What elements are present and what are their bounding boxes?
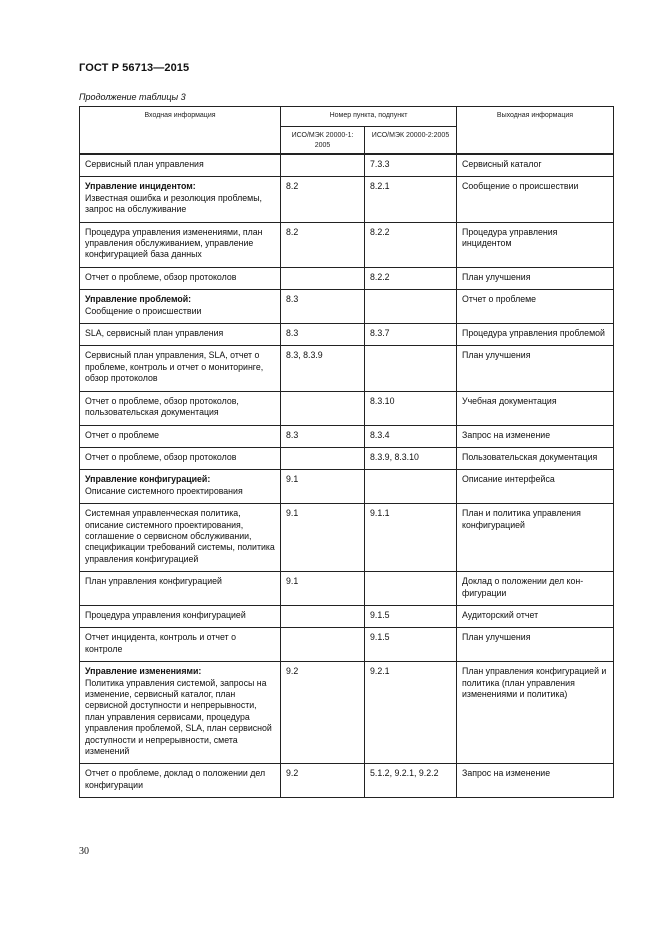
- cell-output: План улучшения: [457, 628, 614, 662]
- cell-output: План и политика управления конфигурацией: [457, 504, 614, 572]
- cell-input-text: Отчет о проблеме, доклад о положении дел конфигурации: [85, 768, 266, 790]
- table-row: [80, 628, 614, 662]
- cell-input: [80, 764, 281, 798]
- cell-input-text: Известная ошибка и резолюция проблемы, запрос на обслуживание: [85, 192, 262, 215]
- cell-output: Отчет о проблеме: [457, 290, 614, 324]
- table-row: [80, 572, 614, 606]
- cell-clause-1: [281, 267, 365, 289]
- cell-input-text: Отчет о проблеме, обзор протоколов: [85, 271, 237, 282]
- table-row: [80, 447, 614, 469]
- cell-input-text: Сообщение о происшествии: [85, 305, 202, 316]
- cell-output: План улучшения: [457, 267, 614, 289]
- table-row: [80, 290, 614, 324]
- cell-input: [80, 504, 281, 572]
- cell-input-text: Описание системного проектирования: [85, 485, 243, 496]
- cell-input: [80, 154, 281, 177]
- table-row: [80, 764, 614, 798]
- cell-input-section-title: Управление проблемой:: [85, 294, 192, 305]
- cell-output: Запрос на изменение: [457, 425, 614, 447]
- cell-input-text: Процедура управления конфигурацией: [85, 609, 246, 620]
- cell-input: [80, 177, 281, 222]
- table-row: [80, 346, 614, 391]
- cell-clause-2: [365, 572, 457, 606]
- cell-clause-1: 8.2: [281, 177, 365, 222]
- cell-output: Описание интерфейса: [457, 470, 614, 504]
- table-row: [80, 470, 614, 504]
- cell-clause-1: [281, 605, 365, 627]
- header-clause-2: ИСО/МЭК 20000-2:2005: [365, 127, 457, 155]
- cell-clause-2: 8.3.4: [365, 425, 457, 447]
- cell-clause-1: 8.3: [281, 425, 365, 447]
- cell-input-text: SLA, сервисный план управления: [85, 328, 224, 339]
- cell-input: [80, 628, 281, 662]
- table-row: [80, 222, 614, 267]
- cell-clause-2: 8.3.9, 8.3.10: [365, 447, 457, 469]
- cell-output: Доклад о положении дел конфигурации: [457, 572, 614, 606]
- cell-clause-1: 8.3: [281, 324, 365, 346]
- cell-clause-1: 8.2: [281, 222, 365, 267]
- cell-clause-2: 8.3.10: [365, 391, 457, 425]
- cell-output: План улучшения: [457, 346, 614, 391]
- table-row: [80, 324, 614, 346]
- table-row: [80, 662, 614, 764]
- cell-clause-2: 9.1.5: [365, 628, 457, 662]
- table-row: [80, 504, 614, 572]
- cell-clause-1: 9.1: [281, 470, 365, 504]
- header-clause-1: ИСО/МЭК 20000-1: 2005: [281, 127, 365, 155]
- cell-input-text: Сервисный план управления: [85, 159, 204, 169]
- document-standard-title: ГОСТ Р 56713—2015: [79, 62, 190, 74]
- cell-input: [80, 425, 281, 447]
- cell-input: [80, 391, 281, 425]
- cell-output: Сервисный каталог: [457, 154, 614, 177]
- table-caption: Продолжение таблицы 3: [79, 92, 186, 102]
- cell-input-text: Отчет о проблеме: [85, 429, 160, 440]
- cell-clause-2: [365, 290, 457, 324]
- cell-input-text: План управления конфигурацией: [85, 576, 222, 587]
- cell-output: Пользовательская документация: [457, 447, 614, 469]
- cell-clause-2: 8.2.2: [365, 222, 457, 267]
- cell-input: [80, 346, 281, 391]
- cell-input-text: Политика управления системой, запросы на изменение, сервисный каталог, план сервисной доступности и непрерывности, план управления сервисами, процедура управления проблемой, SLA, план сервисной доступности и непрерывности, смета изменений: [85, 677, 272, 757]
- table-row: [80, 391, 614, 425]
- cell-clause-1: [281, 628, 365, 662]
- cell-input-text: Системная управленческая политика, описание системного проектирования, соглашение о сервисном обслуживании, спецификации требований системы, политика управления конфигурацией: [85, 508, 275, 564]
- cell-clause-1: 9.2: [281, 764, 365, 798]
- cell-clause-2: 7.3.3: [365, 154, 457, 177]
- cell-clause-1: 9.1: [281, 572, 365, 606]
- table-row: [80, 425, 614, 447]
- cell-clause-2: 9.1.5: [365, 605, 457, 627]
- cell-input-text: Отчет о проблеме, обзор протоколов, пользовательская документация: [85, 395, 239, 418]
- cell-clause-1: [281, 391, 365, 425]
- cell-input-text: Отчет инцидента, контроль и отчет о контроле: [85, 632, 236, 654]
- cell-clause-2: 8.2.2: [365, 267, 457, 289]
- page-number: 30: [79, 846, 89, 857]
- cell-output: Процедура управления инцидентом: [457, 222, 614, 267]
- cell-clause-2: 9.1.1: [365, 504, 457, 572]
- cell-input: [80, 447, 281, 469]
- cell-input: [80, 572, 281, 606]
- gost-table: [79, 106, 614, 798]
- cell-input: [80, 222, 281, 267]
- cell-clause-2: [365, 346, 457, 391]
- cell-input: [80, 662, 281, 764]
- header-input: Входная информация: [80, 107, 281, 155]
- cell-input-text: Сервисный план управления, SLA, отчет о проблеме, контроль и отчет о мониторинге, обзор протоколов: [85, 350, 264, 384]
- cell-input: [80, 605, 281, 627]
- cell-clause-1: 8.3, 8.3.9: [281, 346, 365, 391]
- cell-input-text: Отчет о проблеме, обзор протоколов: [85, 451, 237, 462]
- cell-output: Учебная документация: [457, 391, 614, 425]
- cell-input-text: Процедура управления изменениями, план управления обслуживанием, управление конфигурацией база данных: [85, 226, 263, 260]
- cell-input: [80, 324, 281, 346]
- cell-output: Запрос на изменение: [457, 764, 614, 798]
- cell-clause-1: 9.1: [281, 504, 365, 572]
- cell-clause-2: 5.1.2, 9.2.1, 9.2.2: [365, 764, 457, 798]
- cell-input: [80, 470, 281, 504]
- cell-input: [80, 290, 281, 324]
- table-body: [80, 154, 614, 798]
- cell-clause-2: 9.2.1: [365, 662, 457, 764]
- header-clause-group: Номер пункта, подпункт: [281, 107, 457, 127]
- cell-clause-2: 8.3.7: [365, 324, 457, 346]
- cell-output: Сообщение о происшествии: [457, 177, 614, 222]
- table-row: [80, 267, 614, 289]
- cell-input-section-title: Управление изменениями:: [85, 666, 202, 677]
- cell-clause-1: [281, 154, 365, 177]
- table-row: [80, 605, 614, 627]
- cell-output: План управления конфигурацией и политика (план управления изменениями и политика): [457, 662, 614, 764]
- cell-input-section-title: Управление конфигурацией:: [85, 474, 211, 485]
- table-row: [80, 177, 614, 222]
- cell-input: [80, 267, 281, 289]
- cell-clause-1: 9.2: [281, 662, 365, 764]
- cell-clause-2: [365, 470, 457, 504]
- cell-output: Процедура управления проблемой: [457, 324, 614, 346]
- cell-output: Аудиторский отчет: [457, 605, 614, 627]
- cell-input-section-title: Управление инцидентом:: [85, 181, 196, 192]
- cell-clause-2: 8.2.1: [365, 177, 457, 222]
- cell-clause-1: 8.3: [281, 290, 365, 324]
- header-output: Выходная информация: [457, 107, 614, 155]
- cell-clause-1: [281, 447, 365, 469]
- table-row: [80, 154, 614, 177]
